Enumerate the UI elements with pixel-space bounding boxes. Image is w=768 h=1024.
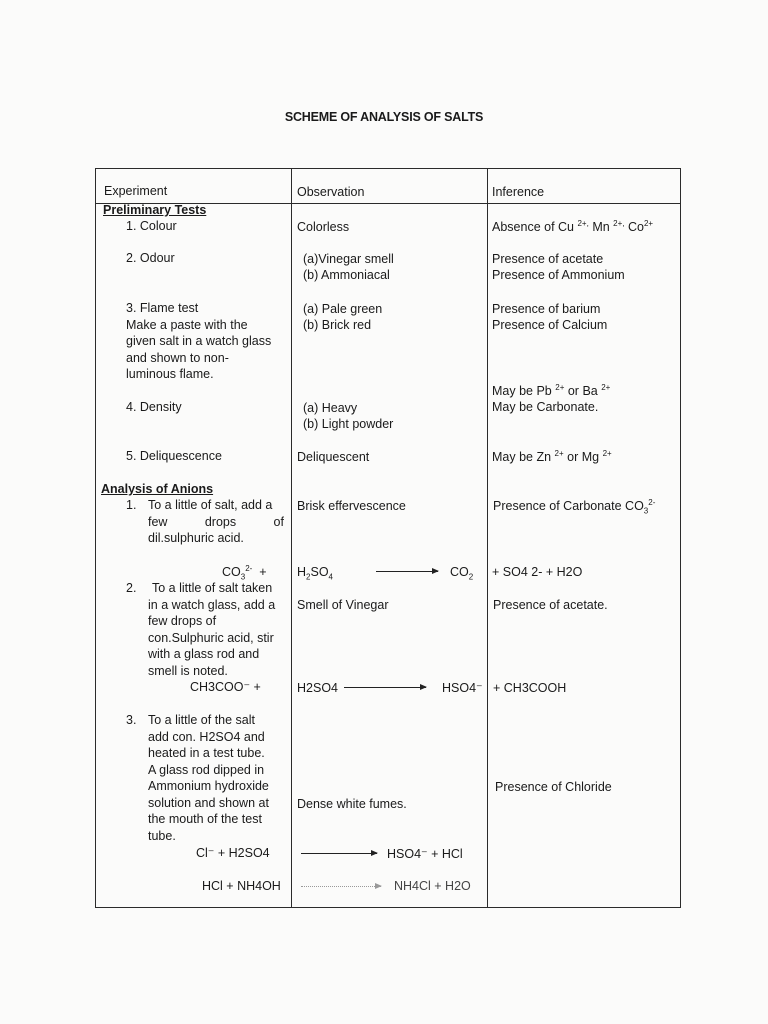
anion-2-experiment-4: con.Sulphuric acid, stir [148, 631, 274, 645]
anion-3-number: 3. [126, 713, 137, 727]
prelim-odour-observation-b: (b) Ammoniacal [303, 268, 390, 282]
prelim-flame-inference-a: Presence of barium [492, 302, 601, 316]
prelim-flame-experiment-3: given salt in a watch glass [126, 334, 272, 348]
anion-2-reaction-arrow [344, 687, 426, 688]
anion-1-equation-products: + SO4 2- + H2O [492, 565, 583, 579]
anion-2-inference: Presence of acetate. [493, 598, 608, 612]
prelim-colour-experiment: 1. Colour [126, 219, 177, 233]
anion-3-experiment-8: tube. [148, 829, 176, 843]
prelim-odour-experiment: 2. Odour [126, 251, 175, 265]
prelim-flame-experiment-2: Make a paste with the [126, 318, 248, 332]
anion-3-experiment-1: To a little of the salt [148, 713, 256, 727]
header-observation: Observation [297, 185, 365, 199]
prelim-deliquescence-experiment: 5. Deliquescence [126, 449, 222, 463]
analysis-table [95, 168, 681, 908]
anion-3-equation-1-products: HSO4⁻ + HCl [387, 847, 463, 861]
prelim-density-observation-b: (b) Light powder [303, 417, 394, 431]
anion-1-equation-reactant: $CO_3^{2-}$ + [222, 563, 267, 582]
anion-1-equation-acid: $H_2SO_4$ [297, 565, 333, 582]
anion-1-experiment-1: To a little of salt, add a [148, 498, 273, 512]
anion-2-experiment-3: few drops of [148, 614, 217, 628]
prelim-colour-observation: Colorless [297, 220, 350, 234]
anion-2-equation-reactant: CH3COO⁻ + [190, 680, 261, 694]
anion-3-reaction-arrow-1 [301, 853, 377, 854]
prelim-flame-observation-a: (a) Pale green [303, 302, 383, 316]
prelim-flame-experiment-5: luminous flame. [126, 367, 214, 381]
anion-3-experiment-5: Ammonium hydroxide [148, 779, 269, 793]
prelim-density-inference-b: May be Carbonate. [492, 400, 599, 414]
anion-2-experiment-1: To a little of salt taken [152, 581, 273, 595]
column-divider [487, 169, 488, 907]
prelim-colour-inference: Absence of Cu $^{2+,}$ Mn $^{2+,}$ $Co^{2+}$ [492, 218, 654, 234]
header-experiment: Experiment [104, 184, 168, 198]
anion-3-experiment-3: heated in a test tube. [148, 746, 265, 760]
column-divider [291, 169, 292, 907]
anion-3-experiment-2: add con. H2SO4 and [148, 730, 265, 744]
prelim-deliquescence-observation: Deliquescent [297, 450, 370, 464]
anion-2-observation: Smell of Vinegar [297, 598, 389, 612]
anion-2-experiment-5: with a glass rod and [148, 647, 260, 661]
page-title: SCHEME OF ANALYSIS OF SALTS [284, 110, 484, 124]
anion-2-experiment-6: smell is noted. [148, 664, 228, 678]
anion-2-equation-acid: H2SO4 [297, 681, 338, 695]
prelim-flame-observation-b: (b) Brick red [303, 318, 372, 332]
prelim-flame-inference-b: Presence of Calcium [492, 318, 608, 332]
section-preliminary-tests: Preliminary Tests [103, 203, 207, 217]
anion-2-equation-products: + CH3COOH [493, 681, 567, 695]
anion-1-experiment-2: few drops of [148, 515, 284, 529]
anion-1-inference: Presence of Carbonate $CO_3^{2-}$ [493, 497, 656, 516]
anion-3-equation-2-products: NH4Cl + H2O [394, 879, 471, 893]
prelim-deliquescence-inference: May be Zn $^{2+}$ or Mg $^{2+}$ [492, 448, 612, 464]
header-inference: Inference [492, 185, 545, 199]
anion-2-number: 2. [126, 581, 137, 595]
anion-1-number: 1. [126, 498, 137, 512]
anion-3-equation-1-reactants: Cl⁻ + H2SO4 [196, 846, 270, 860]
anion-1-reaction-arrow [376, 571, 438, 572]
anion-2-equation-product: HSO4⁻ [442, 681, 483, 695]
anion-3-reaction-arrow-2 [301, 886, 381, 887]
anion-1-observation: Brisk effervescence [297, 499, 406, 513]
anion-1-experiment-3: dil.sulphuric acid. [148, 531, 244, 545]
prelim-flame-experiment-1: 3. Flame test [126, 301, 199, 315]
anion-3-experiment-4: A glass rod dipped in [148, 763, 265, 777]
anion-3-inference: Presence of Chloride [495, 780, 612, 794]
anion-2-experiment-2: in a watch glass, add a [148, 598, 276, 612]
prelim-odour-observation-a: (a)Vinegar smell [303, 252, 394, 266]
prelim-density-experiment: 4. Density [126, 400, 182, 414]
prelim-density-observation-a: (a) Heavy [303, 401, 358, 415]
prelim-odour-inference-b: Presence of Ammonium [492, 268, 625, 282]
anion-3-observation: Dense white fumes. [297, 797, 407, 811]
prelim-flame-experiment-4: and shown to non- [126, 351, 229, 365]
section-analysis-of-anions: Analysis of Anions [101, 482, 214, 496]
anion-1-equation-product: $CO_2$ [450, 565, 474, 582]
prelim-odour-inference-a: Presence of acetate [492, 252, 604, 266]
prelim-density-inference-a: May be Pb $^{2+}$ or Ba $^{2+}$ [492, 382, 611, 398]
anion-3-experiment-7: the mouth of the test [148, 812, 262, 826]
anion-3-equation-2-reactants: HCl + NH4OH [202, 879, 281, 893]
anion-3-experiment-6: solution and shown at [148, 796, 269, 810]
